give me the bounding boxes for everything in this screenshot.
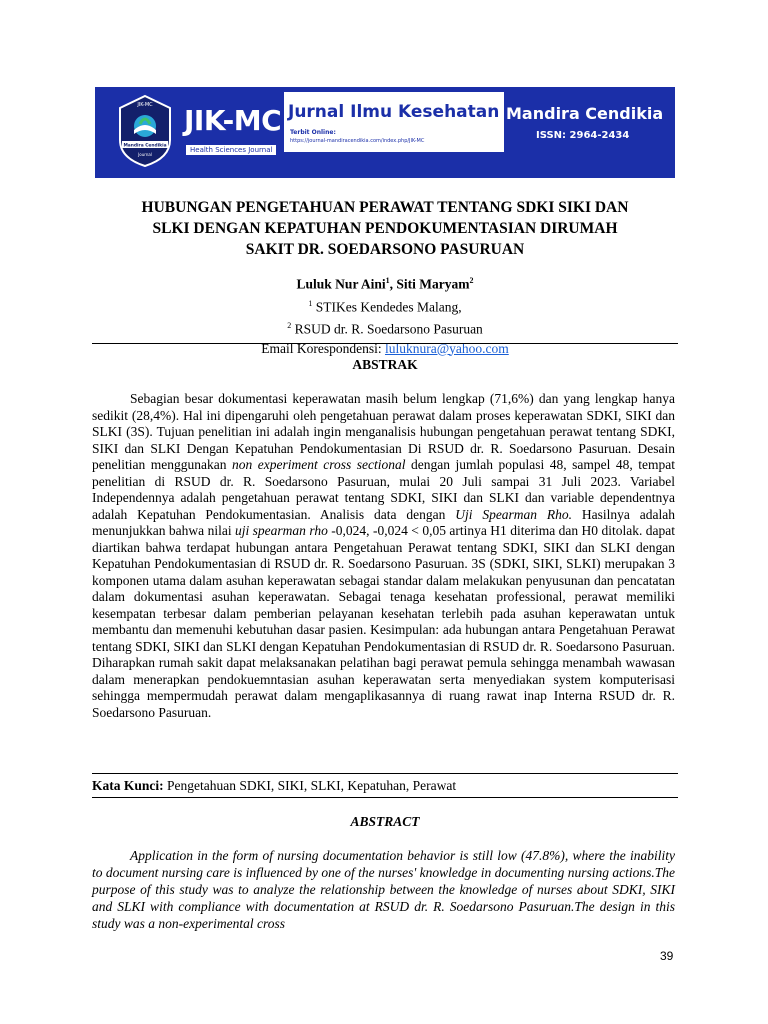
page-number: 39 bbox=[660, 949, 674, 963]
journal-seal-logo bbox=[116, 94, 174, 168]
seal-text-top: JIK-MC bbox=[137, 102, 153, 108]
affiliation-2 bbox=[95, 316, 675, 339]
journal-header-banner bbox=[95, 87, 675, 178]
abstract-heading: ABSTRACT bbox=[350, 814, 420, 829]
abstract-body: Application in the form of nursing documentation behavior is still low (47.8%), where the inability to document nursing care is influenced by one of the nurses' knowledge in documenting nursing actions.The purpose of this study was to analyze the relationship between the knowledge of nurses about SDKI, SIKI and SLKI with compliance with documentation at RSUD dr. R. Soedarsono Pasuruan.The design in this study was a non-experimental cross bbox=[92, 848, 675, 931]
abstrak-text: Hasilnya adalah menunjukkan bahwa nilai bbox=[92, 506, 675, 538]
affiliation-superscript: 1 bbox=[308, 298, 313, 308]
seal-text-middle: Mandira Cendikia bbox=[123, 143, 167, 149]
divider bbox=[92, 773, 678, 774]
abstrak-italic: uji spearman rho bbox=[235, 523, 328, 538]
email-label: Email Korespondensi: bbox=[261, 340, 385, 356]
logo-short-name: JIK-MC bbox=[184, 104, 282, 137]
author-block bbox=[95, 271, 675, 358]
keywords-value: Pengetahuan SDKI, SIKI, SLKI, Kepatuhan, Perawat bbox=[163, 778, 457, 793]
abstrak-heading: ABSTRAK bbox=[352, 357, 418, 372]
abstrak-text: Sebagian besar dokumentasi keperawatan masih belum lengkap (71,6%) dan yang lengkap hanya sedikit (28,4%). Hal ini dipengaruhi oleh pengetahuan perawat dalam proses keperawatan SDKI, SIKI dan SLKI (3S). Tujuan penelitian ini adalah ingin menganalisis hubungan pengetahuan perawat tentang SDKI, SIKI dan SLKI Dengan Kepatuhan Pendokumentasian Di RSUD dr. R. Soedarsono Pasuruan. Desain penelitian menggunakan bbox=[92, 391, 675, 472]
keywords-label: Kata Kunci: bbox=[92, 778, 164, 793]
keywords-line bbox=[92, 778, 456, 794]
online-label: Terbit Online: bbox=[290, 129, 336, 136]
divider bbox=[92, 797, 678, 798]
author-name: Luluk Nur Aini bbox=[296, 276, 386, 292]
abstrak-text: -0,024, -0,024 < 0,05 artinya H1 diterima dan H0 ditolak. dapat diartikan bahwa terdapat hubungan antara Pengetahuan Perawat tentang SDKI, SIKI dan SLKI dengan Kepatuhan Pendokumentasian di RSUD dr. R. Soedarsono Pasuruan. 3S (SDKI, SIKI, SLKI) merupakan 3 komponen utama dalam asuhan keperawatan sebagai standar dalam melakukan penyusunan dan pencatatan dalam dokumentasi asuhan keperawatan. Sebagai tenaga kesehatan professional, perawat memiliki kesempatan terbesar dalam pemberian pelayanan kesehatan terlebih pada asuhan keperawatan untuk membantu dan memenuhi kebutuhan dasar pasien. Kesimpulan: ada hubungan antara Pengetahuan Perawat tentang SDKI, SIKI dan SLKI dengan Kepatuhan Pendokumentasian di RSUD dr. R. Soedarsono Pasuruan. Diharapkan rumah sakit dapat melaksanakan pelatihan bagi perawat pemula sehingga menambah wawasan dalam menerapkan pendokuemntasian asuhan keperawatan serta menyediakan system komputerisasi sehingga mempermudah perawat dalam mengaplikasannya di ruang rawat inap Interna RSUD dr. R. Soedarsono Pasuruan. bbox=[92, 523, 675, 720]
publisher-name: Mandira Cendikia bbox=[506, 104, 664, 123]
journal-url[interactable]: https://journal-mandiracendikia.com/index.php/JIK-MC bbox=[290, 138, 425, 144]
author-names bbox=[95, 271, 675, 294]
logo-tagline: Health Sciences Journal bbox=[186, 145, 276, 155]
affiliation-text: RSUD dr. R. Soedarsono Pasuruan bbox=[291, 321, 483, 337]
abstrak-italic: non experiment cross sectional bbox=[231, 457, 406, 472]
title-line: HUBUNGAN PENGETAHUAN PERAWAT TENTANG SDKI SIKI DAN bbox=[141, 199, 629, 216]
email-line bbox=[95, 339, 675, 358]
author-superscript: 2 bbox=[469, 276, 474, 285]
affiliation-superscript: 2 bbox=[287, 321, 292, 330]
divider bbox=[92, 343, 678, 344]
abstrak-body bbox=[92, 391, 675, 721]
affiliation-1 bbox=[95, 294, 675, 317]
author-name: Siti Maryam bbox=[396, 276, 470, 292]
title-line: SAKIT DR. SOEDARSONO PASURUAN bbox=[245, 241, 525, 258]
issn: ISSN: 2964-2434 bbox=[536, 130, 630, 141]
paper-title bbox=[95, 197, 675, 260]
affiliation-text: STIKes Kendedes Malang, bbox=[312, 299, 462, 314]
abstrak-italic: Uji Spearman Rho. bbox=[455, 506, 573, 522]
email-link[interactable]: luluknura@yahoo.com bbox=[384, 340, 509, 356]
journal-name: Jurnal Ilmu Kesehatan bbox=[288, 102, 500, 122]
author-superscript: 1 bbox=[385, 276, 390, 285]
title-line: SLKI DENGAN KEPATUHAN PENDOKUMENTASIAN DIRUMAH bbox=[152, 220, 618, 237]
seal-text-bottom: Journal bbox=[138, 152, 152, 157]
author-separator: , bbox=[389, 276, 397, 292]
abstrak-text: dengan jumlah populasi 48, sampel 48, tempat penelitian di RSUD dr. R. Soedarsono Pasuruan, mulai 20 Juli sampai 31 Juli 2023. Variabel Independennya adalah pengetahuan perawat tentang SDKI, SIKI dan SLKI dan variable dependentnya adalah Kepatuhan Pendokumentasian. Analisis data dengan bbox=[92, 457, 675, 522]
